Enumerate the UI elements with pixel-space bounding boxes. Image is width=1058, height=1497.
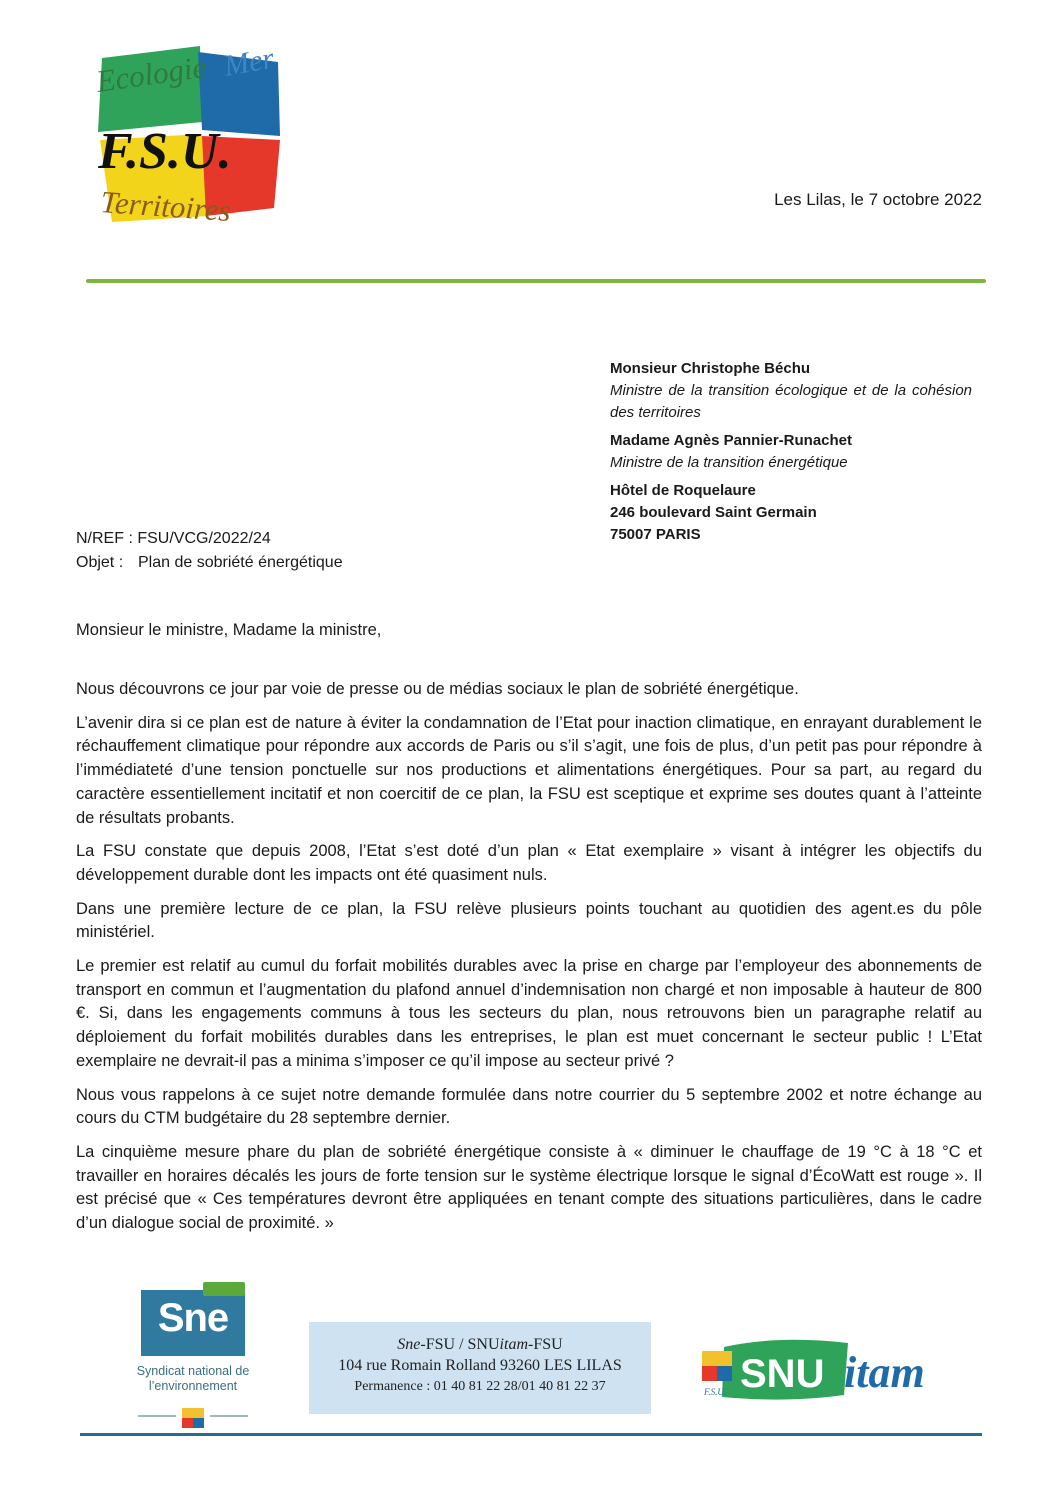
snuitam-logo-graphic: [698, 1325, 973, 1415]
recipient-2-title: Ministre de la transition énergétique: [610, 454, 848, 471]
body-paragraph: Le premier est relatif au cumul du forfait mobilités durables avec la prise en charge par l’employeur des abonnements de transport en commun et l’augmentation du plafond annuel d’indemnisation non chargé et non imposable à hauteur de 800 €. Si, dans les engagements communs à tous les secteurs du plan, nous retrouvons bien un paragraphe relatif au déploiement du forfait mobilités durables dans les entreprises, le plan est muet concernant le secteur public ! L’Etat exemplaire ne devrait-il pas a minima s’imposer ce qu’il impose au secteur privé ?: [76, 957, 982, 1070]
body-paragraph: Dans une première lecture de ce plan, la FSU relève plusieurs points touchant au quotidien des agent.es du pôle ministériel.: [76, 899, 982, 942]
sne-subtitle-line-1: Syndicat national de: [136, 1364, 250, 1378]
body-paragraph: L’avenir dira si ce plan est de nature à éviter la condamnation de l’Etat pour inaction climatique, en enrayant durablement le réchauffement climatique pour répondre aux accords de Paris ou s’il s’agit, une fois de plus, d’un petit pas pour répondre à l’immédiateté d’une tension ponctuelle sur nos productions et alimentations énergétiques. Pour sa part, au regard du caractère essentiellement incitatif et non coercitif de ce plan, la FSU est sceptique et exprime ses doutes quant à l’atteinte de résultats probants.: [76, 713, 982, 827]
logo-word-fsu: F.S.U.: [98, 123, 232, 180]
logo-word-territoires: Territoires: [99, 184, 232, 229]
recipient-1-title: Ministre de la transition écologique et de la cohésion des territoires: [610, 382, 972, 421]
recipient-1-name: Monsieur Christophe Béchu: [610, 360, 811, 377]
footer-union-line: [309, 1322, 651, 1355]
recipient-2-name: Madame Agnès Pannier-Runachet: [610, 432, 852, 449]
snuitam-logo-snu: SNU: [740, 1352, 825, 1396]
address-line-1: Hôtel de Roquelaure: [610, 482, 756, 499]
footer-fsu-text-2: -FSU: [528, 1336, 563, 1353]
sne-logo-square: [141, 1290, 245, 1356]
address-line-3: 75007 PARIS: [610, 526, 701, 543]
snuitam-logo: [698, 1325, 973, 1415]
footer-address: 104 rue Romain Rolland 93260 LES LILAS: [338, 1357, 622, 1374]
object-label: Objet :: [76, 554, 124, 571]
footer-sne-italic: Sne: [397, 1336, 421, 1353]
recipients-block: [610, 358, 972, 546]
sne-logo: [136, 1290, 250, 1430]
address-line-2: 246 boulevard Saint Germain: [610, 504, 817, 521]
sne-mini-emblem-icon: [136, 1408, 250, 1430]
header-divider: [86, 279, 986, 283]
reference-line: N/REF : FSU/VCG/2022/24: [76, 530, 271, 547]
letter-date: Les Lilas, le 7 octobre 2022: [774, 190, 982, 209]
object-value: Plan de sobriété énergétique: [138, 554, 343, 571]
footer-itam-italic: itam: [499, 1336, 528, 1353]
salutation: Monsieur le ministre, Madame la ministre,: [76, 621, 382, 639]
fsu-logo-graphic: [90, 40, 285, 230]
footer-phone: Permanence : 01 40 81 22 28/01 40 81 22 37: [354, 1379, 606, 1394]
footer-divider: [80, 1433, 982, 1436]
snuitam-logo-fsu: F.S.U.: [704, 1387, 727, 1397]
body-paragraph: Nous découvrons ce jour par voie de presse ou de médias sociaux le plan de sobriété énergétique.: [76, 680, 799, 698]
body-paragraph: La FSU constate que depuis 2008, l’Etat s’est doté d’un plan « Etat exemplaire » visant à intégrer les objectifs du développement durable dont les impacts ont été quasiment nuls.: [76, 842, 982, 884]
reference-block: [76, 527, 343, 575]
logo-word-mer: Mer: [221, 41, 277, 83]
body-paragraph: Nous vous rappelons à ce sujet notre demande formulée dans notre courrier du 5 septembre 2002 et notre échange au cours du CTM budgétaire du 28 septembre dernier.: [76, 1085, 982, 1128]
sne-subtitle-line-2: l’environnement: [148, 1379, 238, 1393]
snuitam-logo-itam: itam: [844, 1348, 925, 1397]
footer-contact-box: [309, 1322, 651, 1414]
logo-word-ecologie: Ecologie: [94, 48, 209, 99]
footer-fsu-text-1: -FSU / SNU: [420, 1336, 500, 1353]
sne-logo-subtitle: [136, 1364, 250, 1394]
fsu-logo: [90, 40, 285, 230]
object-line: [76, 551, 343, 575]
body-paragraph: La cinquième mesure phare du plan de sobriété énergétique consiste à « diminuer le chauffage de 19 °C à 18 °C et travailler en horaires décalés les jours de forte tension sur le système électrique lorsque le signal d’ÉcoWatt est rouge ». Il est précisé que « Ces températures devront être appliquées en tenant compte des situations particulières, dans le cadre d’un dialogue social de proximité. »: [76, 1142, 982, 1233]
letter-body: [76, 678, 982, 1246]
sne-logo-text: Sne: [157, 1296, 229, 1340]
